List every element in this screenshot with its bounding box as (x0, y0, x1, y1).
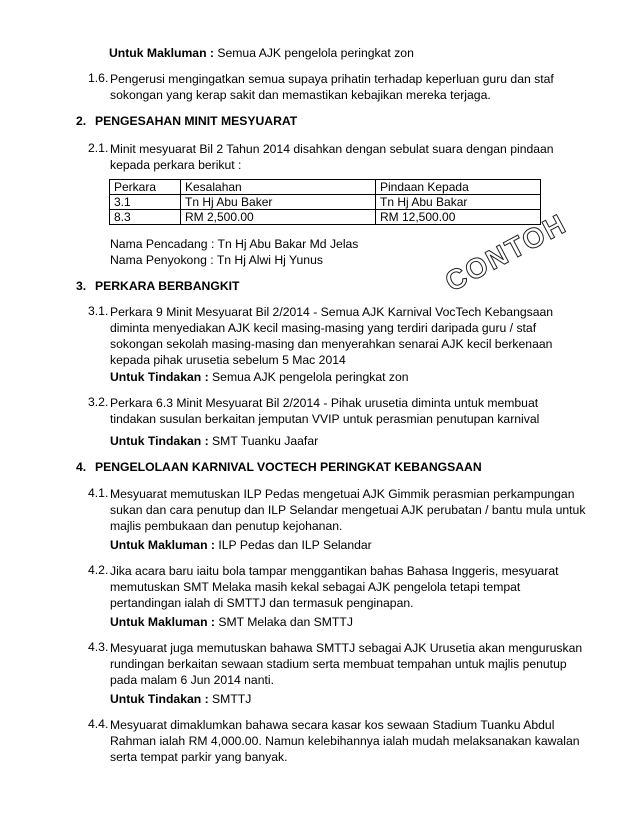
text-line: Mesyuarat memutuskan ILP Pedas mengetuai AJK Gimmik perasmian perkampungan (110, 487, 575, 501)
text-line: Mesyuarat juga memutuskan bahawa SMTTJ sebagai AJK Urusetia akan menguruskan (110, 641, 583, 655)
item-3-2-text (110, 395, 580, 427)
text-line: rundingan berkaitan sewaan stadium serta membuat tempahan untuk majlis penutup (110, 657, 567, 671)
item-number: 1.6. (88, 71, 109, 85)
text-line: Perkara 6.3 Minit Mesyuarat Bil 2/2014 - Pihak urusetia diminta untuk membuat (110, 396, 539, 410)
table-cell: Tn Hj Abu Baker (181, 195, 376, 210)
item-number: 4.4. (88, 717, 109, 731)
note-label: Untuk Tindakan : (110, 692, 209, 706)
note-text: SMT Tuanku Jaafar (212, 434, 319, 448)
text-line: kepada pihak urusetia sebelum 5 Mac 2014 (110, 353, 346, 367)
note-text: Semua AJK pengelola peringkat zon (217, 46, 414, 60)
pencadang-line: Nama Pencadang : Tn Hj Abu Bakar Md Jelas (110, 237, 359, 251)
table-cell: RM 12,500.00 (376, 210, 541, 225)
note-text: Semua AJK pengelola peringkat zon (212, 370, 409, 384)
text-line: Perkara 9 Minit Mesyuarat Bil 2/2014 - Semua AJK Karnival VocTech Kebangsaan (110, 305, 554, 319)
text-line: sokongan sekolah masing-masing dan menyerahkan senarai AJK kecil berkenaan (110, 337, 553, 351)
text-line: kepada perkara berikut : (110, 158, 242, 172)
text-line: serta tempat parkir yang banyak. (110, 750, 288, 764)
table-header-cell: Perkara (110, 180, 181, 195)
text-line: diminta menyediakan AJK kecil masing-masing yang terdiri daripada guru / staf (110, 321, 537, 335)
penyokong-line: Nama Penyokong : Tn Hj Alwi Hj Yunus (110, 253, 323, 267)
item-number: 4.3. (88, 640, 109, 654)
item-4-3-text (110, 640, 600, 688)
contoh-stamp: CONTOH (440, 207, 572, 298)
note-4-1 (110, 538, 372, 552)
note-3-2 (110, 434, 318, 448)
table-cell: 8.3 (110, 210, 181, 225)
text-line: Mesyuarat dimaklumkan bahawa secara kasar kos sewaan Stadium Tuanku Abdul (110, 718, 555, 732)
section-title: PENGELOLAAN KARNIVAL VOCTECH PERINGKAT KEBANGSAAN (95, 460, 482, 474)
section-title: PERKARA BERBANGKIT (95, 279, 240, 293)
text-line: Rahman ialah RM 4,000.00. Namun kelebihannya ialah mudah melaksanakan kawalan (110, 734, 580, 748)
item-4-2-text (110, 563, 600, 611)
section-number: 4. (76, 460, 87, 474)
item-number: 3.1. (88, 304, 109, 318)
table-cell: RM 2,500.00 (181, 210, 376, 225)
text-line: sokongan yang kerap sakit dan memastikan kebajikan mereka terjaga. (110, 88, 491, 102)
item-number: 4.1. (88, 486, 109, 500)
text-line: memutuskan SMT Melaka masih kekal sebagai AJK pengelola tetapi tempat (110, 580, 521, 594)
note-label: Untuk Tindakan : (110, 434, 209, 448)
table-row (110, 195, 541, 210)
table-header-row (110, 180, 541, 195)
text-line: pertandingan ialah di SMTTJ dan termasuk penginapan. (110, 596, 414, 610)
text-line: Pengerusi mengingatkan semua supaya prihatin terhadap keperluan guru dan staf (110, 72, 554, 86)
item-number: 3.2. (88, 395, 109, 409)
section-number: 3. (76, 279, 87, 293)
text-line: Jika acara baru iaitu bola tampar menggantikan bahas Bahasa Inggeris, mesyuarat (110, 564, 559, 578)
table-row (110, 210, 541, 225)
text-line: majlis pembukaan dan penutup kejohanan. (110, 519, 343, 533)
note-3-1 (110, 370, 409, 384)
text-line: tindakan susulan berkaitan jemputan VVIP untuk perasmian penutupan karnival (110, 412, 540, 426)
text-line: pada malam 6 Jun 2014 nanti. (110, 673, 274, 687)
section-number: 2. (76, 114, 87, 128)
note-label: Untuk Tindakan : (110, 370, 209, 384)
amendment-table (109, 179, 541, 225)
text-line: Minit mesyuarat Bil 2 Tahun 2014 disahkan dengan sebulat suara dengan pindaan (110, 142, 554, 156)
item-2-1-text (110, 141, 580, 173)
note-text: SMTTJ (212, 692, 252, 706)
note-top (109, 46, 414, 60)
section-title: PENGESAHAN MINIT MESYUARAT (95, 114, 298, 128)
table-header-cell: Kesalahan (181, 180, 376, 195)
table-cell: 3.1 (110, 195, 181, 210)
note-4-2 (110, 615, 353, 629)
item-number: 4.2. (88, 563, 109, 577)
item-3-1-text (110, 304, 580, 368)
table-cell: Tn Hj Abu Bakar (376, 195, 541, 210)
item-number: 2.1. (88, 141, 109, 155)
text-line: sukan dan cara penutup dan ILP Selandar mengetuai AJK perubatan / bantu mula untuk (110, 503, 586, 517)
table-header-cell: Pindaan Kepada (376, 180, 541, 195)
note-4-3 (110, 692, 251, 706)
item-4-4-text (110, 717, 600, 765)
note-label: Untuk Makluman : (109, 46, 214, 60)
note-text: SMT Melaka dan SMTTJ (218, 615, 353, 629)
note-text: ILP Pedas dan ILP Selandar (218, 538, 372, 552)
item-4-1-text (110, 486, 600, 534)
note-label: Untuk Makluman : (110, 538, 215, 552)
item-1-6-text (110, 71, 580, 103)
note-label: Untuk Makluman : (110, 615, 215, 629)
